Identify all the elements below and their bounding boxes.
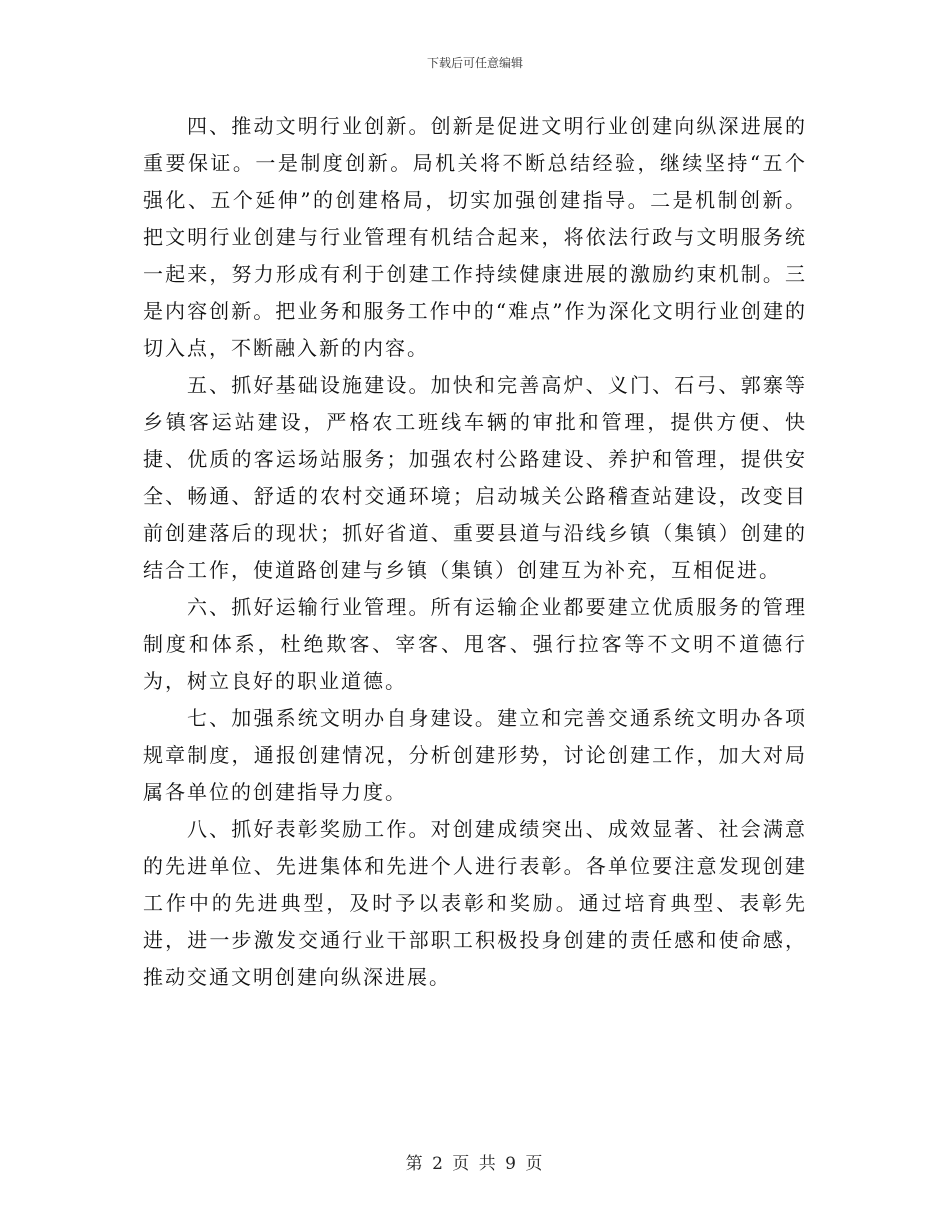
paragraph-transport-management: 六、抓好运输行业管理。所有运输企业都要建立优质服务的管理制度和体系，杜绝欺客、宰客、甩客、强行拉客等不文明不道德行为，树立良好的职业道德。 — [143, 595, 807, 693]
page-number: 第 2 页 共 9 页 — [405, 1154, 545, 1174]
page-header-note: 下载后可任意编辑 — [426, 56, 523, 70]
document-body — [143, 108, 807, 996]
paragraph-commendation: 八、抓好表彰奖励工作。对创建成绩突出、成效显著、社会满意的先进单位、先进集体和先进个人进行表彰。各单位要注意发现创建工作中的先进典型，及时予以表彰和奖励。通过培育典型、表彰先进，进一步激发交通行业干部职工积极投身创建的责任感和使命感，推动交通文明创建向纵深进展。 — [143, 817, 807, 989]
paragraph-infrastructure: 五、抓好基础设施建设。加快和完善高炉、义门、石弓、郭寨等乡镇客运站建设，严格农工班线车辆的审批和管理，提供方便、快捷、优质的客运场站服务；加强农村公路建设、养护和管理，提供安全、畅通、舒适的农村交通环境；启动城关公路稽查站建设，改变目前创建落后的现状；抓好省道、重要县道与沿线乡镇（集镇）创建的结合工作，使道路创建与乡镇（集镇）创建互为补充，互相促进。 — [143, 373, 807, 582]
paragraph-office-construction: 七、加强系统文明办自身建设。建立和完善交通系统文明办各项规章制度，通报创建情况，分析创建形势，讨论创建工作，加大对局属各单位的创建指导力度。 — [143, 706, 807, 804]
paragraph-innovation: 四、推动文明行业创新。创新是促进文明行业创建向纵深进展的重要保证。一是制度创新。局机关将不断总结经验，继续坚持“五个强化、五个延伸”的创建格局，切实加强创建指导。二是机制创新。把文明行业创建与行业管理有机结合起来，将依法行政与文明服务统一起来，努力形成有利于创建工作持续健康进展的激励约束机制。三是内容创新。把业务和服务工作中的“难点”作为深化文明行业创建的切入点，不断融入新的内容。 — [143, 114, 807, 360]
